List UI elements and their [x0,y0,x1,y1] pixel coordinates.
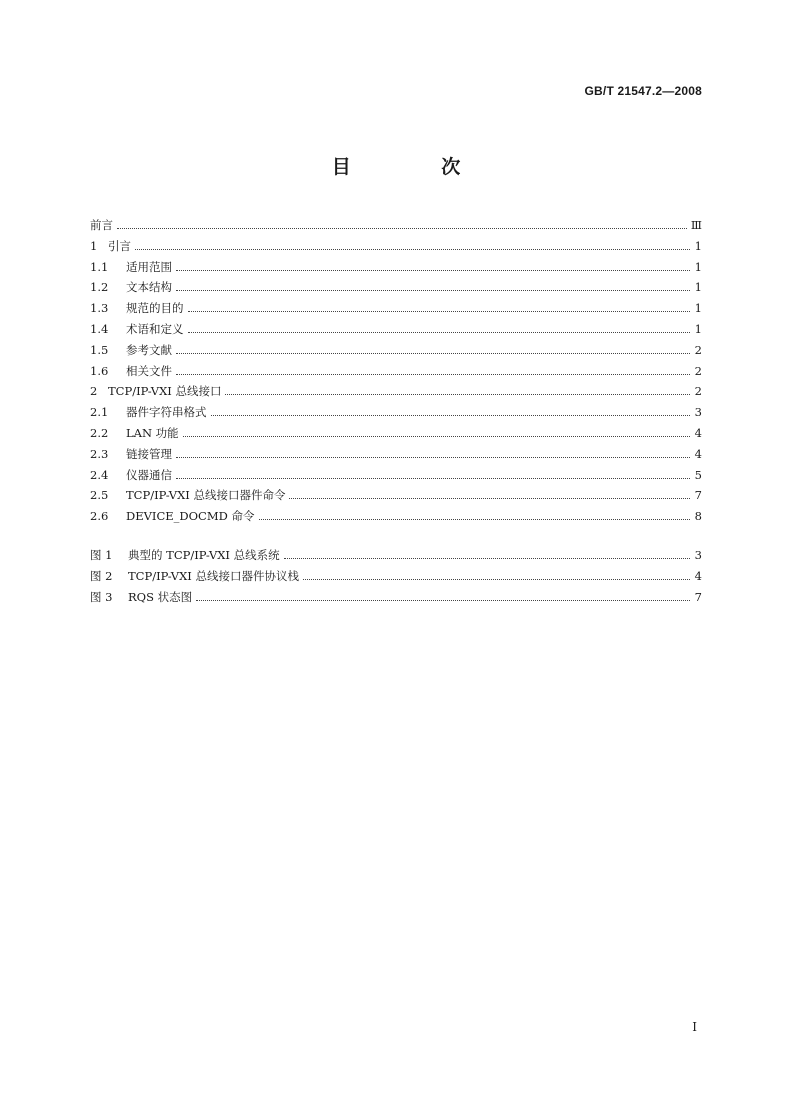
toc-entry-page: Ⅲ [690,218,702,232]
dot-leader [303,579,690,580]
toc-entry[interactable] [90,446,702,467]
dot-leader [176,290,690,291]
figure-number: 图 3 [90,589,113,604]
figure-page: 4 [694,568,702,583]
dot-leader [176,270,690,271]
figure-entry[interactable] [90,568,702,589]
standard-number: GB/T 21547.2—2008 [584,84,702,98]
toc-entry[interactable] [90,217,702,238]
toc-entry-page: 2 [694,384,702,399]
dot-leader [117,228,687,229]
page-title: 目 次 [331,156,503,178]
toc-entry[interactable] [90,279,702,300]
toc-entry[interactable] [90,363,702,384]
dot-leader [196,600,690,601]
toc-entry-label: 引言 [108,238,131,253]
figure-entry[interactable] [90,547,702,568]
dot-leader [176,457,690,458]
toc-entry-number: 2.2 [90,425,109,440]
dot-leader [135,249,690,250]
dot-leader [176,353,690,354]
toc-entry-label: LAN 功能 [126,425,179,440]
page-number: I [692,1020,697,1034]
toc-entry-number: 1.1 [90,259,109,274]
dot-leader [259,519,690,520]
dot-leader [289,498,690,499]
toc-entry-label: TCP/IP-VXI 总线接口 [108,384,222,399]
toc-entry-label: DEVICE_DOCMD 命令 [126,509,255,524]
toc-entry-page: 1 [694,321,702,336]
toc-entry[interactable] [90,404,702,425]
figure-page: 3 [694,547,702,562]
toc-entry-label: 前言 [90,218,113,232]
toc-entry-number: 2.4 [90,467,109,482]
toc-entry-page: 1 [694,259,702,274]
figure-number: 图 1 [90,547,113,562]
toc-entry-number: 1.5 [90,342,109,357]
figure-label: TCP/IP-VXI 总线接口器件协议栈 [128,568,299,583]
toc-entry-page: 5 [694,467,702,482]
toc-entry[interactable] [90,238,702,259]
toc-entry-label: 相关文件 [126,363,172,378]
toc-entry-number: 2.3 [90,446,109,461]
toc-entry[interactable] [90,508,702,529]
toc-entry-page: 4 [694,446,702,461]
toc-entry-label: TCP/IP-VXI 总线接口器件命令 [126,488,286,503]
toc-entry[interactable] [90,467,702,488]
figure-label: RQS 状态图 [128,589,193,604]
figure-number: 图 2 [90,568,113,583]
toc-entry-page: 1 [694,301,702,316]
toc-entry[interactable] [90,321,702,342]
toc-entry-number: 2 [90,384,98,399]
toc-entry-page: 1 [694,280,702,295]
dot-leader [176,478,690,479]
toc-entry-number: 1.3 [90,301,109,316]
figure-label: 典型的 TCP/IP-VXI 总线系统 [128,547,280,562]
toc-entry[interactable] [90,259,702,280]
toc-entry-page: 7 [694,488,702,503]
toc-entry-number: 2.6 [90,509,109,524]
toc-entry[interactable] [90,342,702,363]
dot-leader [188,311,691,312]
toc-entry-label: 规范的目的 [126,301,184,316]
dot-leader [183,436,690,437]
toc-entry[interactable] [90,383,702,404]
toc-entry-number: 1.6 [90,363,109,378]
toc-entry-number: 2.1 [90,405,109,420]
toc-entry-label: 参考文献 [126,342,172,357]
dot-leader [176,374,690,375]
toc-entry-page: 4 [694,425,702,440]
dot-leader [225,394,690,395]
toc-entry-label: 适用范围 [126,259,172,274]
figure-entry[interactable] [90,589,702,610]
dot-leader [211,415,691,416]
section-spacer [90,529,702,547]
dot-leader [188,332,691,333]
toc-entry-page: 2 [694,342,702,357]
toc-entry[interactable] [90,300,702,321]
toc-entry-label: 链接管理 [126,446,172,461]
toc-entry-number: 1.2 [90,280,109,295]
toc-entry[interactable] [90,487,702,508]
dot-leader [284,558,690,559]
toc-entry-number: 1.4 [90,321,109,336]
toc-entry-page: 2 [694,363,702,378]
toc-entry-page: 3 [694,405,702,420]
toc-entry-label: 文本结构 [126,280,172,295]
toc-entry-label: 术语和定义 [126,321,184,336]
toc-entry-label: 器件字符串格式 [126,405,207,420]
toc-entry-number: 2.5 [90,488,109,503]
toc-entry-number: 1 [90,238,98,253]
toc-entry-label: 仪器通信 [126,467,172,482]
table-of-contents [90,217,702,609]
toc-entry-page: 1 [694,238,702,253]
toc-entry-page: 8 [694,509,702,524]
figure-page: 7 [694,589,702,604]
toc-entry[interactable] [90,425,702,446]
